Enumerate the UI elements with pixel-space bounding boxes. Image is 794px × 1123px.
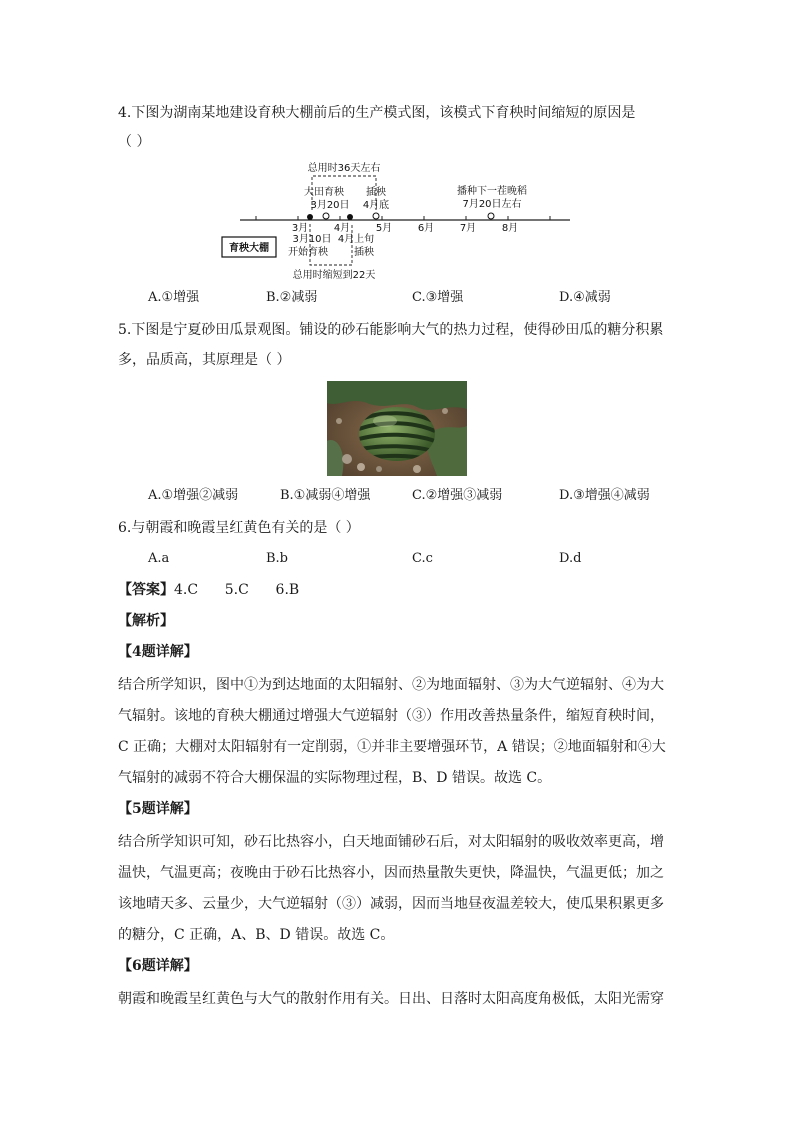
sand-field-watermelon-photo — [327, 381, 467, 476]
rice-seedling-timeline-diagram — [218, 154, 578, 284]
top-label2-b: 4月底 — [362, 200, 390, 211]
marker-transplant-early — [347, 214, 353, 220]
q6-option-d[interactable]: D.d — [559, 551, 582, 566]
q4-option-b[interactable]: B.②减弱 — [266, 290, 318, 305]
bottom-label1-b: 开始育秧 — [288, 247, 328, 258]
detail5-line: 结合所学知识可知，砂石比热容小，白天地面铺砂石后，对太阳辐射的吸收效率更高，增 — [118, 834, 664, 850]
top-total-label: 总用时36天左右 — [307, 163, 381, 174]
greenhouse-label: 育秧大棚 — [229, 243, 269, 254]
detail4-line: 气辐射。该地的育秧大棚通过增强大气逆辐射（③）作用改善热量条件，缩短育秧时间， — [118, 708, 664, 724]
q5-option-c[interactable]: C.②增强③减弱 — [412, 488, 503, 503]
detail4-line: 结合所学知识，图中①为到达地面的太阳辐射、②为地面辐射、③为大气逆辐射、④为大 — [118, 677, 664, 693]
bottom-label2-b: 插秧 — [354, 247, 374, 258]
month-label: 7月 — [459, 223, 477, 234]
month-label: 3月 — [291, 223, 309, 234]
q5-options — [148, 486, 668, 506]
month-label: 8月 — [501, 223, 519, 234]
bottom-label1-a: 3月10日 — [292, 234, 332, 245]
q4-options — [148, 288, 668, 308]
answer-line — [118, 580, 299, 600]
q4-stem-line1: 4.下图为湖南某地建设育秧大棚前后的生产模式图，该模式下育秧时间缩短的原因是 — [118, 105, 636, 121]
top-label1-b: 3月20日 — [310, 200, 350, 211]
q4-option-a[interactable]: A.①增强 — [148, 290, 200, 305]
q4-option-d[interactable]: D.④减弱 — [559, 290, 611, 305]
detail5-line: 的糖分，C 正确，A、B、D 错误。故选 C。 — [118, 927, 395, 943]
q6-options — [148, 549, 668, 569]
detail4-line: 气辐射的减弱不符合大棚保温的实际物理过程，B、D 错误。故选 C。 — [118, 770, 552, 786]
detail5-line: 温快，气温更高；夜晚由于砂石比热容小，因而热量散失更快，降温快，气温更低；加之 — [118, 865, 664, 881]
q6-option-c[interactable]: C.c — [412, 551, 433, 566]
detail6-line: 朝霞和晚霞呈红黄色与大气的散射作用有关。日出、日落时太阳高度角极低，太阳光需穿 — [118, 991, 664, 1007]
detail5-line: 该地晴天多、云量少，大气逆辐射（③）减弱，因而当地昼夜温差较大，使瓜果积累更多 — [118, 896, 664, 912]
q5-option-a[interactable]: A.①增强②减弱 — [148, 488, 239, 503]
q5-option-b[interactable]: B.①减弱④增强 — [280, 488, 371, 503]
q4-option-c[interactable]: C.③增强 — [412, 290, 464, 305]
marker-transplant-late — [373, 213, 379, 219]
q6-option-b[interactable]: B.b — [266, 551, 289, 566]
detail4-line: C 正确；大棚对太阳辐射有一定削弱，①并非主要增强环节，A 错误；②地面辐射和④大 — [118, 739, 666, 755]
answer-tag: 【答案】 — [118, 582, 174, 598]
analysis-tag: 【解析】 — [118, 613, 174, 629]
q5-option-d[interactable]: D.③增强④减弱 — [559, 488, 650, 503]
q6-option-a[interactable]: A.a — [148, 551, 170, 566]
month-label: 4月 — [333, 223, 351, 234]
q4-stem-line2: （ ） — [118, 134, 151, 150]
bottom-label2-a: 4月上旬 — [337, 234, 375, 245]
detail5-tag: 【5题详解】 — [118, 801, 198, 817]
marker-late-rice — [488, 213, 494, 219]
top-label3-a: 播种下一茬晚稻 — [457, 186, 527, 197]
q6-stem: 6.与朝霞和晚霞呈红黄色有关的是（ ） — [118, 520, 360, 536]
top-label2-a: 插秧 — [366, 187, 386, 198]
month-label: 6月 — [417, 223, 435, 234]
detail4-tag: 【4题详解】 — [118, 644, 198, 660]
detail6-tag: 【6题详解】 — [118, 958, 198, 974]
top-label3-b: 7月20日左右 — [462, 199, 522, 210]
bottom-total-label: 总用时缩短到22天 — [292, 270, 376, 281]
month-label: 5月 — [375, 223, 393, 234]
q5-stem-line2: 多，品质高，其原理是（ ） — [118, 352, 291, 368]
marker-seedling-start — [307, 214, 313, 220]
top-label1-a: 大田育秧 — [304, 187, 344, 198]
marker-field-seedling — [323, 213, 329, 219]
answer-text: 4.C 5.C 6.B — [174, 582, 300, 598]
q5-stem-line1: 5.下图是宁夏砂田瓜景观图。铺设的砂石能影响大气的热力过程，使得砂田瓜的糖分积累 — [118, 322, 664, 338]
